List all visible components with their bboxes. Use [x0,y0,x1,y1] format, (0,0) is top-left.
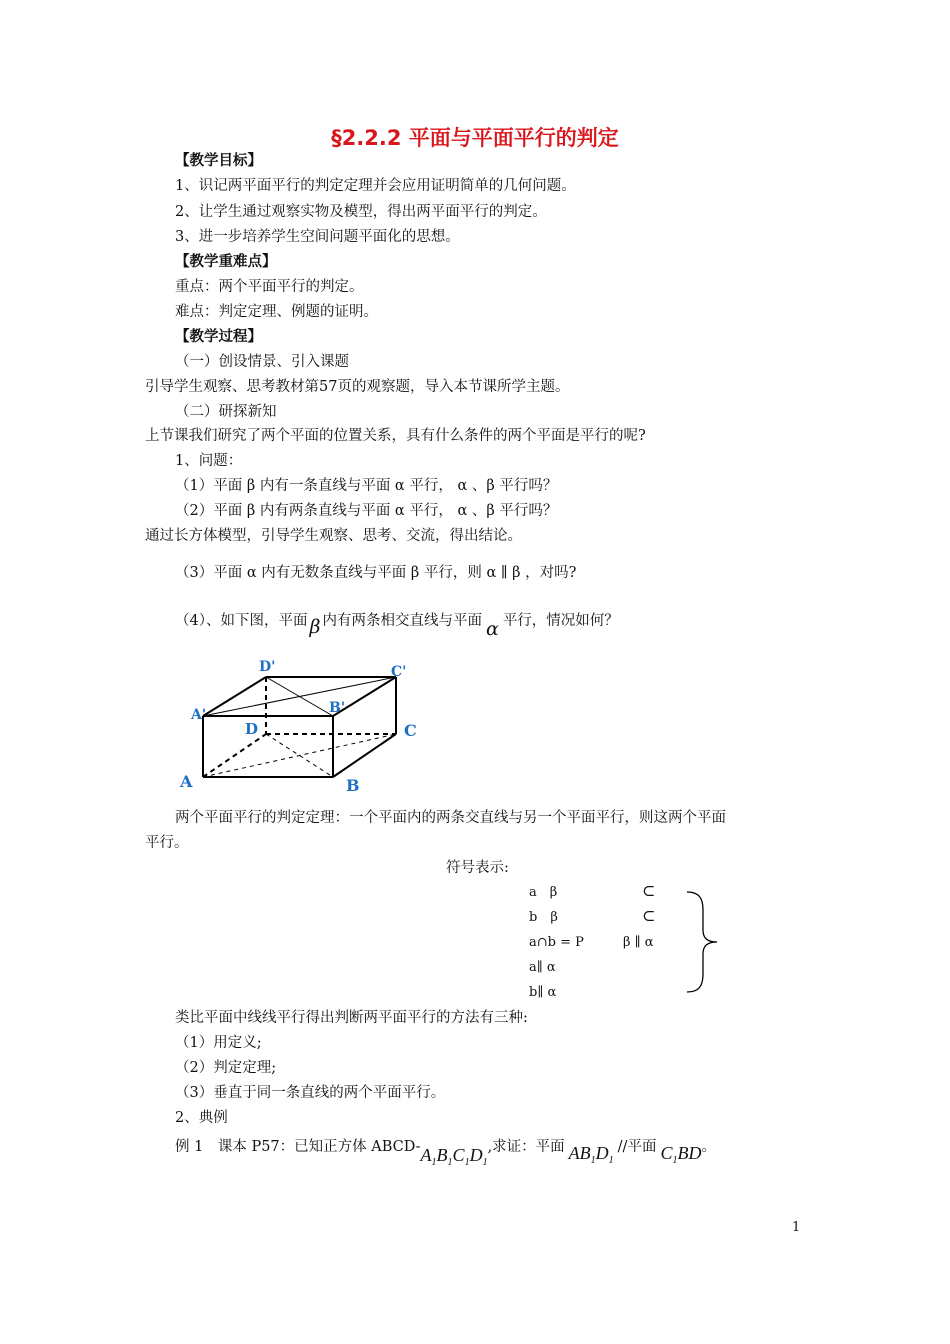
model-text: 通过长方体模型，引导学生观察、思考、交流，得出结论。 [145,528,522,544]
method-1: （1）用定义; [175,1035,262,1051]
example-1 [175,1135,716,1168]
question-4-part-a: （4）、如下图，平面 [175,613,308,629]
subset-symbol-1: ⊂ [642,881,656,900]
theorem-line-1: 两个平面平行的判定定理：一个平面内的两条交直线与另一个平面平行，则这两个平面 [175,810,726,826]
condition-4: a∥ α [529,960,556,975]
method-3: （3）垂直于同一条直线的两个平面平行。 [175,1085,446,1101]
label-a-prime: A' [191,707,207,723]
difficulty-text: 难点：判定定理、例题的证明。 [175,304,378,320]
label-a: A [180,772,193,791]
question-3: （3）平面 α 内有无数条直线与平面 β 平行，则 α ∥ β ，对吗? [175,565,577,581]
label-c-prime: C' [391,664,407,680]
example-heading: 2、典例 [175,1110,228,1126]
subset-symbol-2: ⊂ [642,906,656,925]
part2-intro: 上节课我们研究了两个平面的位置关系，具有什么条件的两个平面是平行的呢? [145,428,646,444]
example-1-part-d: 。 [701,1139,716,1155]
label-b-prime: B' [329,700,346,716]
condition-5: b∥ α [529,985,557,1000]
goal-1: 1、识记两平面平行的判定定理并会应用证明简单的几何问题。 [175,178,576,194]
example-1-part-c: //平面 [617,1139,657,1155]
page-number: 1 [792,1220,801,1235]
label-b: B [346,776,360,795]
goal-2: 2、让学生通过观察实物及模型，得出两平面平行的判定。 [175,204,547,220]
analogy-text: 类比平面中线线平行得出判断两平面平行的方法有三种: [175,1010,528,1026]
keypoints-heading: 【教学重难点】 [175,254,277,270]
alpha-symbol: α [485,618,499,640]
question-2: （2）平面 β 内有两条直线与平面 α 平行， α 、β 平行吗？ [175,503,558,519]
process-heading: 【教学过程】 [175,329,262,345]
beta-symbol: β [309,616,321,638]
question-4-part-c: 平行，情况如何？ [502,613,619,629]
question-heading: 1、问题： [175,453,243,469]
part1-text: 引导学生观察、思考教材第57页的观察题，导入本节课所学主题。 [145,379,570,395]
question-1: （1）平面 β 内有一条直线与平面 α 平行， α 、β 平行吗？ [175,478,558,494]
label-c: C [404,721,417,740]
condition-2: b β [529,910,558,925]
method-2: （2）判定定理; [175,1060,277,1076]
right-brace [685,890,725,994]
example-1-part-a: 例 1 课本 P57：已知正方体 ABCD- [175,1139,421,1155]
question-4 [175,609,619,640]
page-title: §2.2.2 平面与平面平行的判定 [331,126,619,150]
plane-c1bd: $C_1BD$ [660,1143,702,1166]
goals-heading: 【教学目标】 [175,153,262,169]
goal-3: 3、进一步培养学生空间问题平面化的思想。 [175,229,460,245]
condition-1: a β [529,885,558,900]
part1-title: （一）创设情景、引入课题 [175,354,349,370]
question-4-part-b: 内有两条相交直线与平面 [322,613,482,629]
example-1-part-b: ,求证：平面 [487,1139,565,1155]
part2-title: （二）研探新知 [175,404,277,420]
condition-3: a∩b = P [529,935,584,950]
cube-top-face: $A_1B_1C_1D_1$ [420,1145,488,1168]
theorem-line-2: 平行。 [145,835,189,851]
label-d: D [245,720,259,738]
plane-ab1d1: $AB_1D_1$ [568,1143,614,1166]
label-d-prime: D' [259,659,276,675]
conclusion: β ∥ α [623,935,654,950]
symbol-title: 符号表示: [446,860,509,876]
keypoint-text: 重点：两个平面平行的判定。 [175,279,364,295]
